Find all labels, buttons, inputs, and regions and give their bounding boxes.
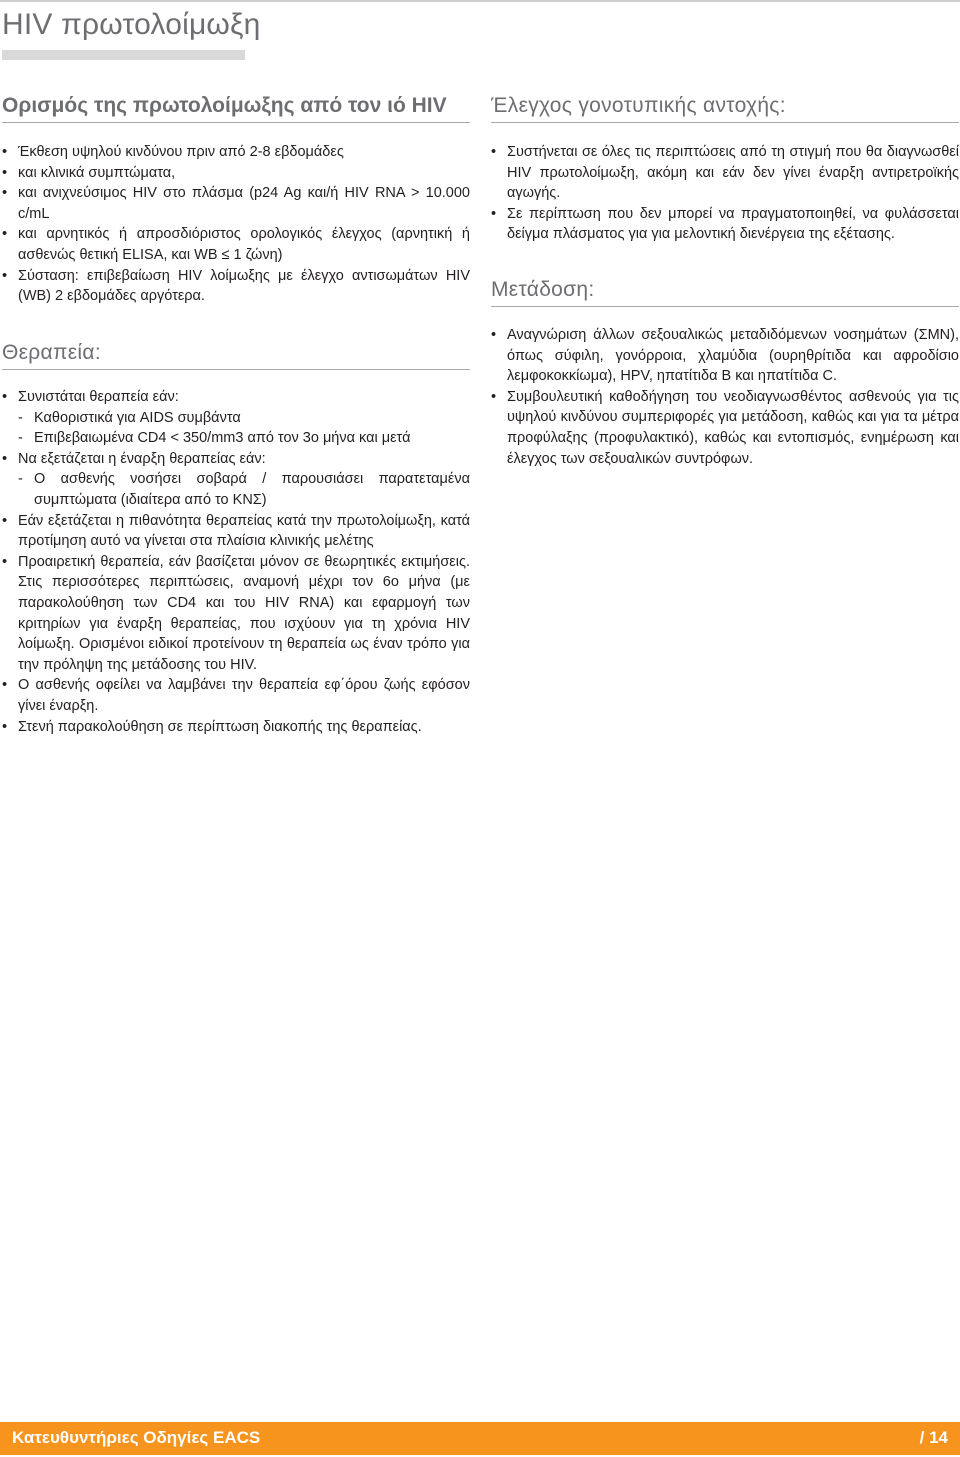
- transmission-list: [491, 325, 959, 469]
- list-item: • Να εξετάζεται η έναρξη θεραπείας εάν:: [2, 449, 470, 470]
- list-item: • Συμβουλευτική καθοδήγηση του νεοδιαγνωσθέντος ασθενούς για τις υψηλού κινδύνου συμπεριφορές για μετάδοση, καθώς και για τα μέτρα προφύλαξης (προφυλακτικό), καθώς και εντοπισμός, ενημέρωση και έλεγχος των σεξουαλικών συντρόφων.: [491, 387, 959, 469]
- list-item: • Εάν εξετάζεται η πιθανότητα θεραπείας κατά την πρωτολοίμωξη, κατά προτίμηση αυτό να γίνεται στα πλαίσια κλινικής μελέτης: [2, 511, 470, 552]
- page-number: / 14: [919, 1428, 948, 1447]
- footer-title: Κατευθυντήριες Οδηγίες EACS: [12, 1428, 261, 1447]
- list-item: • και κλινικά συμπτώματα,: [2, 163, 470, 184]
- page-title: HIV πρωτολοίμωξη: [2, 8, 261, 41]
- definition-heading: Ορισμός της πρωτολοίμωξης από τον ιό HIV: [2, 94, 470, 123]
- sub-item: [2, 408, 470, 429]
- therapy-heading: Θεραπεία:: [2, 341, 470, 370]
- list-item: • Αναγνώριση άλλων σεξουαλικώς μεταδιδόμενων νοσημάτων (ΣΜΝ), όπως σύφιλη, γονόρροια, χλαμύδια (ουρηθρίτιδα και αφροδίσιο λεμφοκοκκίωμα), HPV, ηπατίτιδα Β και ηπατίτιδα C.: [491, 325, 959, 387]
- list-item: • Προαιρετική θεραπεία, εάν βασίζεται μόνον σε θεωρητικές εκτιμήσεις. Στις περισσότερες περιπτώσεις, αναμονή μέχρι τον 6ο μήνα (με παρακολούθηση των CD4 και του HIV RNA) και εφαρμογή των κριτηρίων για έναρξη θεραπείας, που ισχύουν για τη χρόνια HIV λοίμωξη. Ορισμένοι ειδικοί προτείνουν τη θεραπεία ως έναν τρόπο για την πρόληψη της μετάδοσης του HIV.: [2, 552, 470, 676]
- list-item: • και ανιχνεύσιμος HIV στο πλάσμα (p24 Ag και/ή HIV RNA > 10.000 c/mL: [2, 183, 470, 224]
- list-item: • Σύσταση: επιβεβαίωση HIV λοίμωξης με έλεγχο αντισωμάτων HIV (WB) 2 εβδομάδες αργότερα.: [2, 266, 470, 307]
- list-item: • και αρνητικός ή απροσδιόριστος ορολογικός έλεγχος (αρνητική ή ασθενώς θετική ELISA, και WB ≤ 1 ζώνη): [2, 224, 470, 265]
- transmission-heading: Μετάδοση:: [491, 278, 959, 307]
- list-item: • Συστήνεται σε όλες τις περιπτώσεις από τη στιγμή που θα διαγνωσθεί HIV πρωτολοίμωξη, ακόμη και εάν δεν γίνει έναρξη αντιρετροϊκής αγωγής.: [491, 142, 959, 204]
- dash-marker: -: [18, 430, 23, 447]
- sub-item: [2, 428, 470, 449]
- sub-item-text: Ο ασθενής νοσήσει σοβαρά / παρουσιάσει παρατεταμένα συμπτώματα (ιδιαίτερα από το ΚΝΣ): [34, 471, 470, 508]
- top-rule: [0, 0, 960, 2]
- sub-item: [2, 469, 470, 510]
- resistance-heading: Έλεγχος γονοτυπικής αντοχής:: [491, 94, 959, 123]
- footer-bar: [0, 1422, 960, 1455]
- list-item: • Έκθεση υψηλού κινδύνου πριν από 2-8 εβδομάδες: [2, 142, 470, 163]
- list-item: • Στενή παρακολούθηση σε περίπτωση διακοπής της θεραπείας.: [2, 717, 470, 738]
- list-item: • Συνιστάται θεραπεία εάν:: [2, 387, 470, 408]
- resistance-list: [491, 142, 959, 245]
- definition-list: [2, 142, 470, 307]
- therapy-list: [2, 387, 470, 737]
- list-item: • Ο ασθενής οφείλει να λαμβάνει την θεραπεία εφ΄όρου ζωής εφόσον γίνει έναρξη.: [2, 675, 470, 716]
- dash-marker: -: [18, 471, 23, 488]
- sub-item-text: Επιβεβαιωμένα CD4 < 350/mm3 από τον 3ο μήνα και μετά: [34, 430, 411, 447]
- list-item: • Σε περίπτωση που δεν μπορεί να πραγματοποιηθεί, να φυλάσσεται δείγμα πλάσματος για για μελοντική διενέργεια της εξέτασης.: [491, 204, 959, 245]
- title-underline-bar: [2, 50, 245, 60]
- sub-item-text: Καθοριστικά για AIDS συμβάντα: [34, 409, 241, 426]
- dash-marker: -: [18, 409, 23, 426]
